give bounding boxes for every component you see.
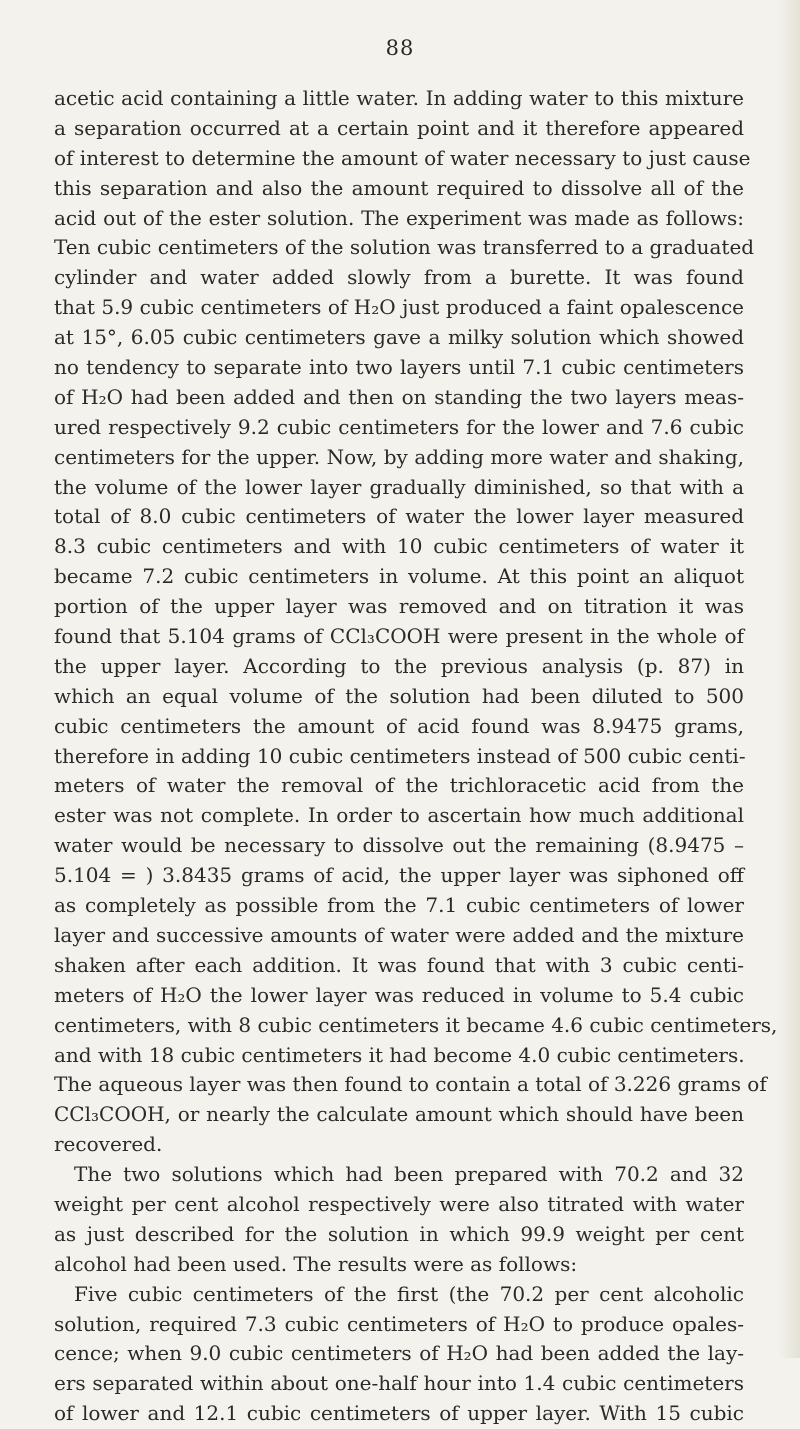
text-line: centimeters, with 8 cubic centimeters it became 4.6 cubic centimeters,: [54, 1012, 778, 1037]
text-line: ured respectively 9.2 cubic centimeters for the lower and 7.6 cubic: [54, 414, 744, 439]
text-line: cubic centimeters the amount of acid found was 8.9475 grams,: [54, 713, 744, 738]
text-line: of H₂O had been added and then on standing the two layers meas-: [54, 384, 744, 409]
text-line: centimeters for the upper. Now, by adding more water and shaking,: [54, 444, 744, 469]
page-number: 88: [385, 36, 415, 60]
text-line: recovered.: [54, 1132, 163, 1157]
body-text: [54, 84, 778, 1429]
text-line: no tendency to separate into two layers until 7.1 cubic centimeters: [54, 355, 744, 380]
text-line: which an equal volume of the solution had been diluted to 500: [54, 683, 744, 708]
text-line: The aqueous layer was then found to contain a total of 3.226 grams of: [54, 1072, 767, 1097]
text-line: and with 18 cubic centimeters it had become 4.0 cubic centimeters.: [54, 1042, 745, 1067]
text-line: solution, required 7.3 cubic centimeters of H₂O to produce opales-: [54, 1311, 744, 1336]
text-line: of interest to determine the amount of water necessary to just cause: [54, 145, 751, 170]
text-line: shaken after each addition. It was found that with 3 cubic centi-: [54, 952, 744, 977]
page-edge-shading: [778, 0, 800, 1358]
text-line: water would be necessary to dissolve out the remaining (8.9475 –: [54, 833, 744, 858]
text-line: as just described for the solution in which 99.9 weight per cent: [54, 1221, 744, 1246]
text-line: layer and successive amounts of water were added and the mixture: [54, 922, 744, 947]
text-line: therefore in adding 10 cubic centimeters instead of 500 cubic centi-: [54, 743, 746, 768]
text-line: became 7.2 cubic centimeters in volume. At this point an aliquot: [54, 564, 744, 589]
text-line: weight per cent alcohol respectively were also titrated with water: [54, 1191, 744, 1216]
text-line: this separation and also the amount required to dissolve all of the: [54, 175, 744, 200]
text-line: the upper layer. According to the previous analysis (p. 87) in: [54, 653, 744, 678]
text-line: a separation occurred at a certain point and it therefore appeared: [54, 115, 744, 140]
text-line: CCl₃COOH, or nearly the calculate amount which should have been: [54, 1102, 744, 1127]
text-line: 5.104 = ) 3.8435 grams of acid, the upper layer was siphoned off: [54, 863, 744, 888]
text-line: of lower and 12.1 cubic centimeters of upper layer. With 15 cubic: [54, 1401, 744, 1426]
text-line: total of 8.0 cubic centimeters of water the lower layer measured: [54, 504, 744, 529]
text-line: the volume of the lower layer gradually diminished, so that with a: [54, 474, 744, 499]
text-line: ester was not complete. In order to ascertain how much additional: [54, 803, 744, 828]
text-line: The two solutions which had been prepared with 70.2 and 32: [74, 1162, 744, 1187]
text-line: Ten cubic centimeters of the solution was transferred to a graduated: [54, 235, 755, 260]
text-line: portion of the upper layer was removed and on titration it was: [54, 594, 744, 619]
text-line: alcohol had been used. The results were as follows:: [54, 1251, 578, 1276]
text-line: that 5.9 cubic centimeters of H₂O just produced a faint opalescence: [54, 295, 744, 320]
text-line: acid out of the ester solution. The experiment was made as follows:: [54, 205, 744, 230]
text-line: meters of water the removal of the trichloracetic acid from the: [54, 773, 744, 798]
text-line: as completely as possible from the 7.1 cubic centimeters of lower: [54, 893, 744, 918]
text-line: acetic acid containing a little water. In adding water to this mixture: [54, 86, 744, 110]
text-line: found that 5.104 grams of CCl₃COOH were present in the whole of: [54, 624, 744, 649]
text-line: Five cubic centimeters of the first (the 70.2 per cent alcoholic: [74, 1281, 744, 1306]
text-line: cence; when 9.0 cubic centimeters of H₂O had been added the lay-: [54, 1341, 744, 1366]
text-line: ers separated within about one-half hour into 1.4 cubic centimeters: [54, 1371, 744, 1396]
text-line: at 15°, 6.05 cubic centimeters gave a milky solution which showed: [54, 325, 744, 350]
text-line: cylinder and water added slowly from a burette. It was found: [54, 265, 744, 290]
text-line: meters of H₂O the lower layer was reduced in volume to 5.4 cubic: [54, 982, 744, 1007]
text-line: 8.3 cubic centimeters and with 10 cubic centimeters of water it: [54, 534, 744, 559]
